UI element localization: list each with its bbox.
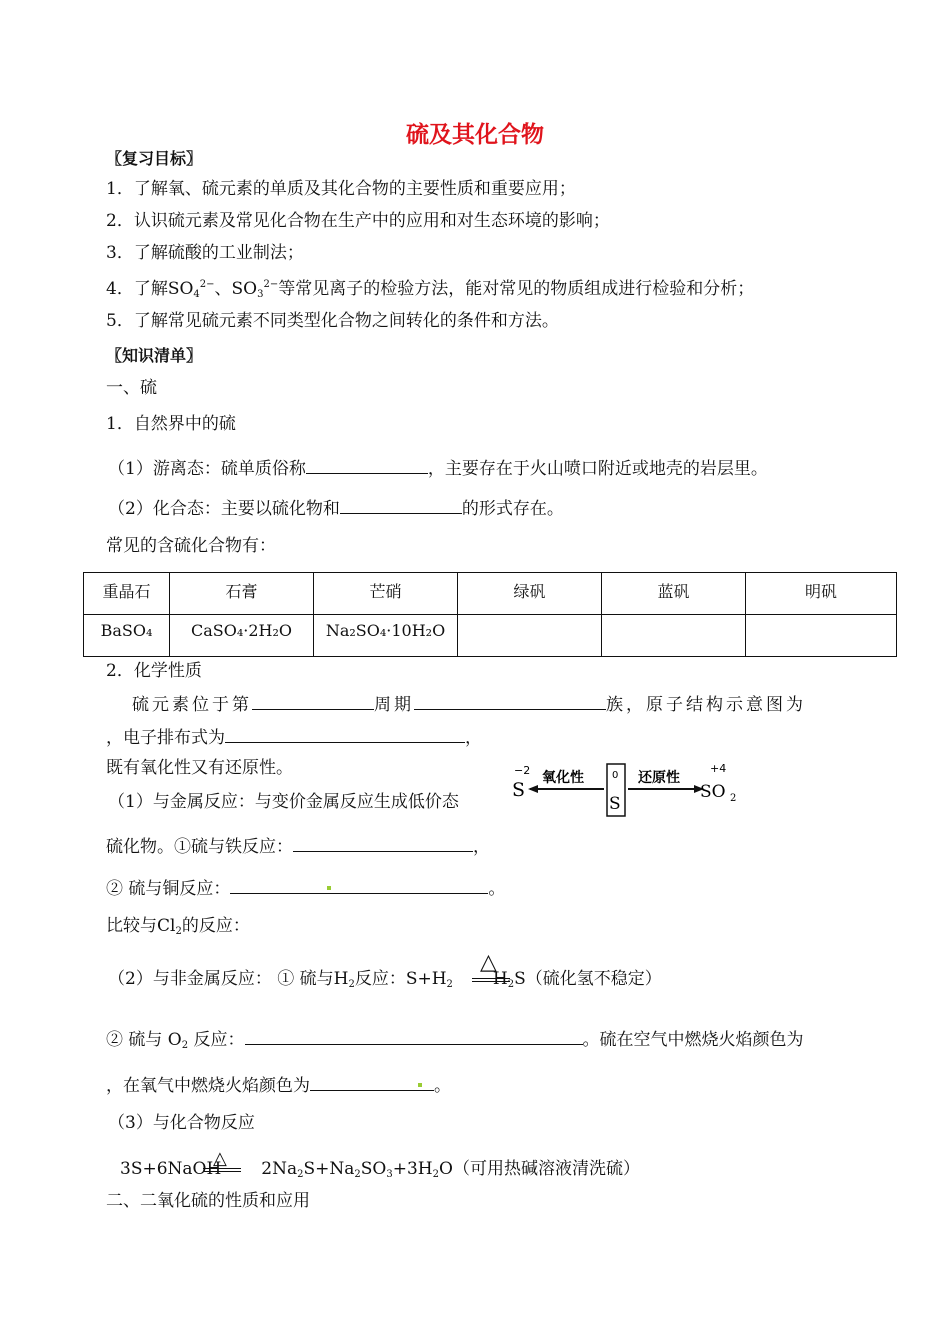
item-2-heading: 2．化学性质 (106, 661, 202, 681)
right-subscript: 2 (730, 793, 737, 804)
goal-4: 4．了解$SO_4^{2-}$、$SO_3^{2-}$等常见离子的检验方法，能对常见的物质组成进行检验和分析； (106, 279, 755, 300)
knowledge-heading: 〖知识清单〗 (106, 346, 203, 365)
left-species: S (512, 779, 526, 801)
left-arrow-head-icon (528, 785, 538, 793)
reducing-label: 还原性 (638, 770, 680, 786)
metal-reaction-line: （1）与金属反应：与变价金属反应生成低价态 (108, 792, 459, 812)
sulfur-compounds-table (83, 572, 897, 657)
page-title: 硫及其化合物 (406, 122, 544, 148)
reaction-equals-sign (203, 1168, 241, 1172)
table-cell: 芒硝 (314, 573, 458, 615)
answer-blank (414, 691, 606, 710)
free-state-line: （1）游离态：硫单质俗称 ，主要存在于火山喷口附近或地壳的岩层里。 (108, 455, 768, 480)
heat-triangle-icon: △ (213, 1148, 227, 1169)
reaction-equals-sign (472, 978, 510, 982)
answer-blank (225, 724, 465, 743)
answer-blank (306, 455, 428, 474)
table-row (84, 615, 897, 657)
table-cell: Na₂SO₄·10H₂O (314, 615, 458, 657)
table-cell[interactable] (746, 615, 897, 657)
redox-diagram (508, 760, 748, 820)
left-charge: −2 (514, 764, 531, 777)
chlorine-compare-line: 比较与$Cl_2$的反应： (106, 916, 250, 937)
table-cell: 重晶石 (84, 573, 170, 615)
table-cell: 蓝矾 (602, 573, 746, 615)
copper-reaction-line: ② 硫与铜反应： 。 (106, 875, 505, 900)
answer-blank (310, 1072, 434, 1091)
flame-color-line: ，在氧气中燃烧火焰颜色为 。 (106, 1072, 451, 1097)
table-cell: 明矾 (746, 573, 897, 615)
table-cell[interactable] (458, 615, 602, 657)
goal-5: 5．了解常见硫元素不同类型化合物之间转化的条件和方法。 (106, 311, 559, 331)
table-cell: 石膏 (170, 573, 314, 615)
common-compounds-label: 常见的含硫化合物有： (106, 536, 276, 556)
answer-blank (230, 875, 488, 894)
answer-blank (340, 495, 462, 514)
green-dot-mark (327, 886, 331, 890)
answer-blank (245, 1026, 583, 1045)
combined-state-line: （2）化合态：主要以硫化物和 的形式存在。 (108, 495, 564, 520)
part-1-heading: 一、硫 (106, 378, 157, 398)
position-line: 硫元素位于第 周期 族，原子结构示意图为 (132, 691, 806, 716)
item-1-heading: 1．自然界中的硫 (106, 414, 236, 434)
goal-3: 3．了解硫酸的工业制法； (106, 243, 304, 263)
heat-triangle-icon: △ (480, 950, 497, 975)
center-species: S (609, 794, 621, 814)
answer-blank (252, 691, 374, 710)
nonmetal-reaction-line: （2）与非金属反应： ① 硫与$H_2$反应：$S+H_2$ $H_2S$（硫化氢不稳定） (108, 969, 662, 990)
answer-blank (293, 833, 473, 852)
green-dot-mark (418, 1083, 422, 1087)
table-cell[interactable] (602, 615, 746, 657)
right-charge: +4 (710, 762, 727, 775)
table-cell: 绿矾 (458, 573, 602, 615)
center-charge: 0 (612, 770, 619, 781)
goal-1: 1．了解氧、硫元素的单质及其化合物的主要性质和重要应用； (106, 179, 576, 199)
goal-2: 2．认识硫元素及常见化合物在生产中的应用和对生态环境的影响； (106, 211, 610, 231)
iron-reaction-line: 硫化物。①硫与铁反应： ， (106, 833, 490, 858)
oxidizing-label: 氧化性 (542, 770, 584, 786)
review-heading: 〖复习目标〗 (106, 149, 203, 168)
naoh-reaction-line: 3S+6NaOH $2Na_2S+Na_2SO_3+3H_2O$（可用热碱溶液清洗硫） (120, 1159, 640, 1180)
redox-line: 既有氧化性又有还原性。 (106, 758, 293, 778)
compound-reaction-heading: （3）与化合物反应 (108, 1113, 255, 1133)
table-cell: BaSO₄ (84, 615, 170, 657)
right-species: SO (700, 782, 726, 802)
part-2-heading: 二、二氧化硫的性质和应用 (106, 1191, 310, 1211)
config-line: ，电子排布式为 ， (106, 724, 482, 749)
oxygen-reaction-line: ② 硫与 $O_2$ 反应： 。硫在空气中燃烧火焰颜色为 (106, 1026, 804, 1057)
table-row (84, 573, 897, 615)
table-cell: CaSO₄·2H₂O (170, 615, 314, 657)
